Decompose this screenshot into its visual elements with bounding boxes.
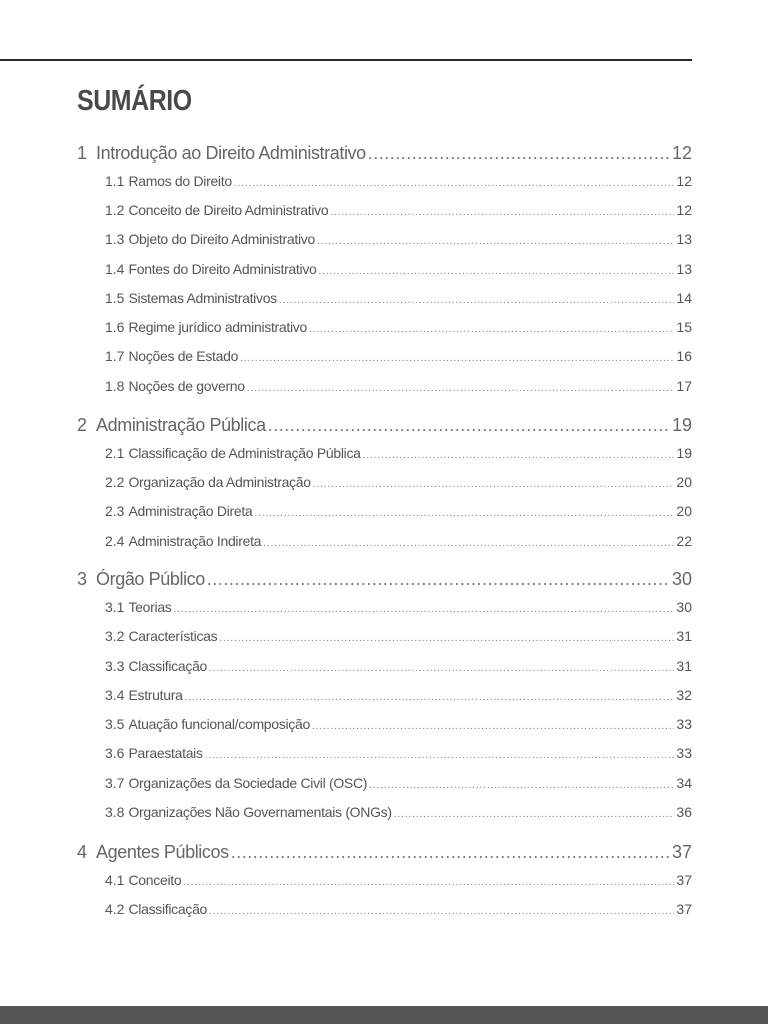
toc-section-title: Características bbox=[128, 628, 218, 644]
toc-dot-leader bbox=[205, 750, 675, 761]
toc-page-number: 33 bbox=[676, 745, 692, 761]
toc-section-2-2[interactable] bbox=[105, 474, 692, 490]
toc-section-number: 1.5 bbox=[105, 290, 125, 306]
toc-dot-leader bbox=[394, 809, 675, 820]
top-rule bbox=[0, 59, 692, 61]
toc-chapter-title: Introdução ao Direito Administrativo bbox=[96, 143, 366, 163]
toc-section-title: Teorias bbox=[128, 599, 172, 615]
toc-chapter-3[interactable] bbox=[77, 569, 692, 590]
toc-dot-leader bbox=[268, 415, 670, 436]
toc-dot-leader bbox=[209, 663, 674, 674]
toc-section-number: 2.2 bbox=[105, 474, 125, 490]
toc-section-number: 3.7 bbox=[105, 775, 125, 791]
toc-section-title: Ramos do Direito bbox=[128, 173, 232, 189]
toc-section-title: Atuação funcional/composição bbox=[128, 716, 310, 732]
toc-chapter-title: Administração Pública bbox=[96, 415, 266, 435]
toc-section-title: Fontes do Direito Administrativo bbox=[128, 261, 317, 277]
toc-page-number: 13 bbox=[676, 261, 692, 277]
toc-section-number: 3.2 bbox=[105, 628, 125, 644]
toc-section-title: Paraestatais bbox=[128, 745, 203, 761]
toc-page-number: 15 bbox=[676, 319, 692, 335]
toc-dot-leader bbox=[263, 538, 674, 549]
toc-section-2-4[interactable] bbox=[105, 533, 692, 549]
toc-dot-leader bbox=[330, 207, 674, 218]
toc-section-number: 3.6 bbox=[105, 745, 125, 761]
toc-section-number: 2.1 bbox=[105, 445, 125, 461]
toc-chapter-number: 2 bbox=[77, 415, 88, 435]
toc-page-number: 34 bbox=[676, 775, 692, 791]
toc-section-title: Organizações Não Governamentais (ONGs) bbox=[128, 804, 392, 820]
toc-section-3-2[interactable] bbox=[105, 628, 692, 644]
toc-section-1-2[interactable] bbox=[105, 202, 692, 218]
toc-chapter-number: 4 bbox=[77, 842, 88, 862]
toc-dot-leader bbox=[185, 692, 675, 703]
toc-section-number: 3.8 bbox=[105, 804, 125, 820]
toc-section-title: Estrutura bbox=[128, 687, 183, 703]
toc-section-1-1[interactable] bbox=[105, 173, 692, 189]
toc-dot-leader bbox=[313, 479, 675, 490]
toc-section-title: Administração Direta bbox=[128, 503, 253, 519]
toc-section-number: 3.3 bbox=[105, 658, 125, 674]
toc-dot-leader bbox=[254, 508, 674, 519]
toc-section-number: 3.1 bbox=[105, 599, 125, 615]
toc-dot-leader bbox=[209, 906, 674, 917]
toc-dot-leader bbox=[317, 236, 674, 247]
toc-section-title: Classificação bbox=[128, 658, 208, 674]
toc-section-number: 1.1 bbox=[105, 173, 125, 189]
toc-section-3-4[interactable] bbox=[105, 687, 692, 703]
toc-section-4-2[interactable] bbox=[105, 901, 692, 917]
toc-section-title: Sistemas Administrativos bbox=[128, 290, 277, 306]
toc-page-number: 13 bbox=[676, 231, 692, 247]
toc-dot-leader bbox=[240, 353, 674, 364]
page-title: SUMÁRIO bbox=[77, 85, 192, 117]
toc-section-number: 2.3 bbox=[105, 503, 125, 519]
toc-section-title: Conceito de Direito Administrativo bbox=[128, 202, 329, 218]
toc-section-3-6[interactable] bbox=[105, 745, 692, 761]
toc-dot-leader bbox=[234, 178, 675, 189]
toc-section-1-7[interactable] bbox=[105, 348, 692, 364]
toc-page-number: 16 bbox=[676, 348, 692, 364]
toc-page-number: 37 bbox=[676, 872, 692, 888]
toc-section-number: 1.6 bbox=[105, 319, 125, 335]
toc-section-number: 4.2 bbox=[105, 901, 125, 917]
toc-section-2-1[interactable] bbox=[105, 445, 692, 461]
toc-dot-leader bbox=[319, 266, 675, 277]
toc-page-number: 20 bbox=[676, 503, 692, 519]
toc-section-number: 1.4 bbox=[105, 261, 125, 277]
footer-bar bbox=[0, 1006, 768, 1024]
toc-section-number: 2.4 bbox=[105, 533, 125, 549]
toc-section-2-3[interactable] bbox=[105, 503, 692, 519]
toc-section-title: Organizações da Sociedade Civil (OSC) bbox=[128, 775, 368, 791]
toc-chapter-2[interactable] bbox=[77, 415, 692, 436]
toc-section-3-8[interactable] bbox=[105, 804, 692, 820]
toc-page-number: 32 bbox=[676, 687, 692, 703]
toc-page-number: 31 bbox=[676, 658, 692, 674]
toc-dot-leader bbox=[247, 383, 675, 394]
toc-chapter-1[interactable] bbox=[77, 143, 692, 164]
toc-section-number: 3.5 bbox=[105, 716, 125, 732]
toc-page-number: 12 bbox=[676, 173, 692, 189]
toc-chapter-number: 3 bbox=[77, 569, 88, 589]
toc-section-3-1[interactable] bbox=[105, 599, 692, 615]
toc-section-number: 1.8 bbox=[105, 378, 125, 394]
toc-chapter-4[interactable] bbox=[77, 842, 692, 863]
toc-dot-leader bbox=[231, 842, 670, 863]
toc-section-1-8[interactable] bbox=[105, 378, 692, 394]
toc-section-number: 4.1 bbox=[105, 872, 125, 888]
toc-section-4-1[interactable] bbox=[105, 872, 692, 888]
toc-dot-leader bbox=[174, 604, 675, 615]
toc-section-title: Administração Indireta bbox=[128, 533, 262, 549]
toc-page-number: 19 bbox=[676, 445, 692, 461]
toc-section-1-5[interactable] bbox=[105, 290, 692, 306]
toc-dot-leader bbox=[312, 721, 674, 732]
toc-section-title: Noções de governo bbox=[128, 378, 245, 394]
toc-section-1-4[interactable] bbox=[105, 261, 692, 277]
toc-chapter-title: Órgão Público bbox=[96, 569, 205, 589]
toc-page-number: 17 bbox=[676, 378, 692, 394]
toc-page-number: 12 bbox=[676, 202, 692, 218]
toc-section-number: 1.2 bbox=[105, 202, 125, 218]
toc-section-title: Regime jurídico administrativo bbox=[128, 319, 307, 335]
toc-page-number: 22 bbox=[676, 533, 692, 549]
toc-page-number: 36 bbox=[676, 804, 692, 820]
toc-page-number: 37 bbox=[676, 901, 692, 917]
toc-section-number: 1.3 bbox=[105, 231, 125, 247]
toc-section-number: 3.4 bbox=[105, 687, 125, 703]
toc-section-number: 1.7 bbox=[105, 348, 125, 364]
toc-dot-leader bbox=[368, 143, 670, 164]
toc-dot-leader bbox=[207, 569, 670, 590]
toc-section-title: Conceito bbox=[128, 872, 182, 888]
toc-section-1-3[interactable] bbox=[105, 231, 692, 247]
toc-dot-leader bbox=[369, 780, 674, 791]
toc-dot-leader bbox=[279, 295, 675, 306]
toc-page-number: 30 bbox=[671, 569, 692, 589]
toc-section-title: Classificação de Administração Pública bbox=[128, 445, 361, 461]
toc-page-number: 37 bbox=[671, 842, 692, 862]
toc-section-3-7[interactable] bbox=[105, 775, 692, 791]
toc-chapter-number: 1 bbox=[77, 143, 88, 163]
toc-section-title: Classificação bbox=[128, 901, 208, 917]
toc-chapter-title: Agentes Públicos bbox=[96, 842, 229, 862]
toc-section-title: Objeto do Direito Administrativo bbox=[128, 231, 315, 247]
toc-section-title: Organização da Administração bbox=[128, 474, 311, 490]
toc-dot-leader bbox=[363, 450, 675, 461]
toc-dot-leader bbox=[219, 633, 674, 644]
toc-page-number: 12 bbox=[671, 143, 692, 163]
toc-section-1-6[interactable] bbox=[105, 319, 692, 335]
toc-page-number: 30 bbox=[676, 599, 692, 615]
toc-page-number: 31 bbox=[676, 628, 692, 644]
toc-dot-leader bbox=[183, 877, 674, 888]
toc-dot-leader bbox=[309, 324, 674, 335]
toc-section-3-5[interactable] bbox=[105, 716, 692, 732]
toc-section-title: Noções de Estado bbox=[128, 348, 239, 364]
toc-page-number: 20 bbox=[676, 474, 692, 490]
toc-section-3-3[interactable] bbox=[105, 658, 692, 674]
toc-page-number: 33 bbox=[676, 716, 692, 732]
toc-page-number: 19 bbox=[671, 415, 692, 435]
toc-page-number: 14 bbox=[676, 290, 692, 306]
